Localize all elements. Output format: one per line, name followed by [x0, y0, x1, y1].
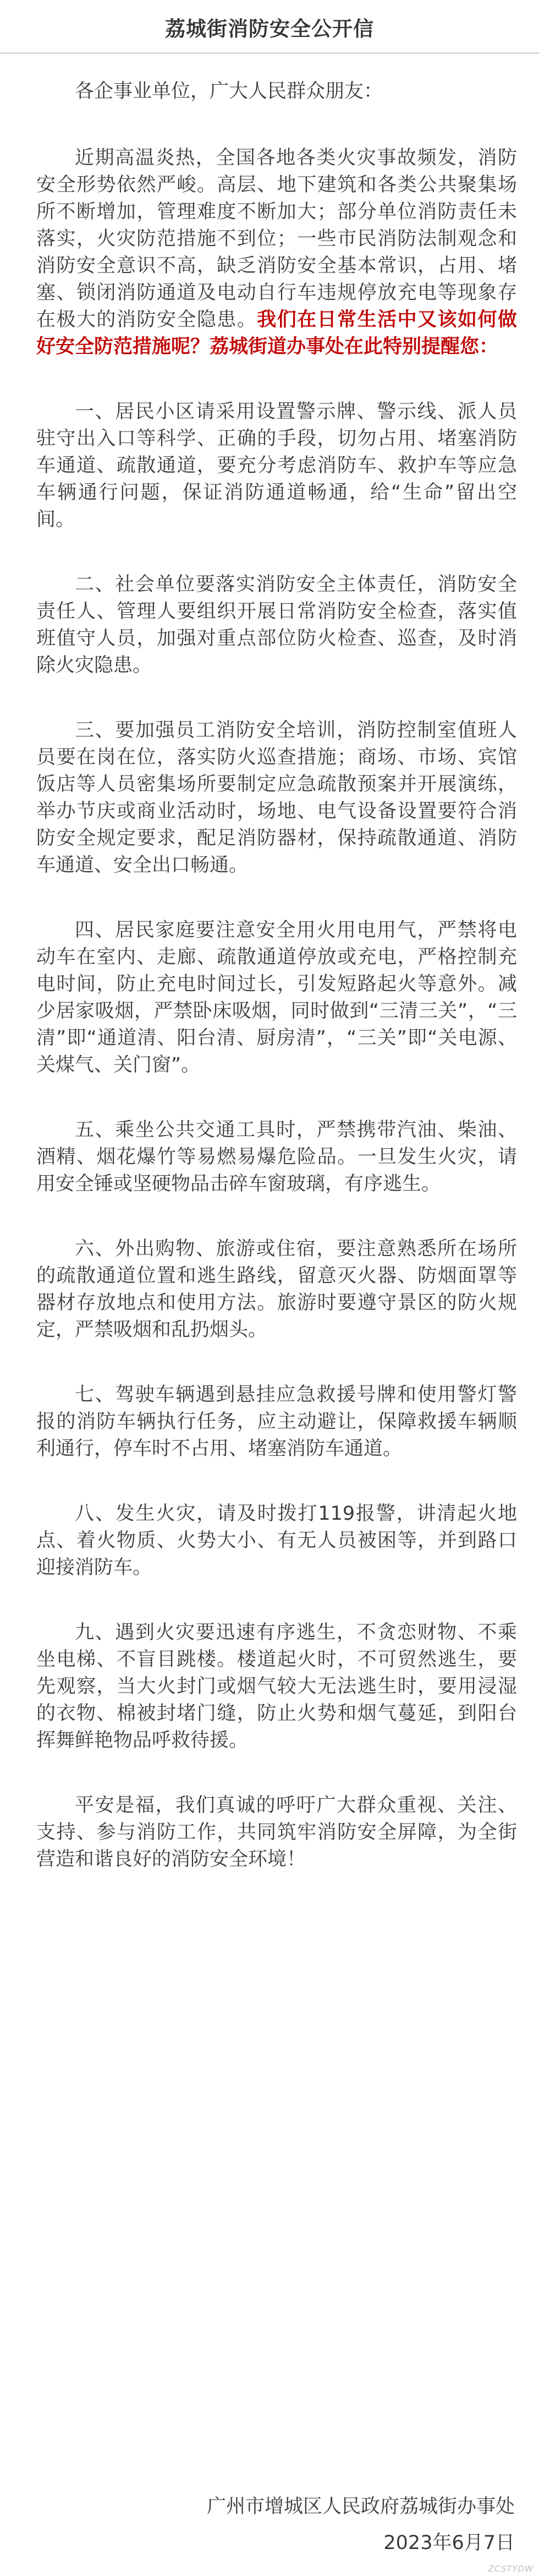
letter-body: [36, 78, 517, 1911]
tip-item-4: 四、居民家庭要注意安全用火用电用气，严禁将电动车在室内、走廊、疏散通道停放或充电，严格控制充电时间，防止充电时间过长，引发短路起火等意外。减少居家吸烟，严禁卧床吸烟，同时做到“三清三关”，“三清”即“通道清、阳台清、厨房清”，“三关”即“关电源、关煤气、关门窗”。: [36, 919, 517, 1076]
tip-item-2: 二、社会单位要落实消防安全主体责任，消防安全责任人、管理人要组织开展日常消防安全检查，落实值班值守人员，加强对重点部位防火检查、巡查，及时消除火灾隐患。: [36, 574, 517, 676]
intro-paragraph: [36, 145, 517, 361]
tip-item-6: 六、外出购物、旅游或住宿，要注意熟悉所在场所的疏散通道位置和逃生路线，留意灭火器、防烟面罩等器材存放地点和使用方法。旅游时要遵守景区的防火规定，严禁吸烟和乱扔烟头。: [36, 1238, 517, 1341]
signature-date: 2023年6月7日: [383, 2532, 515, 2554]
watermark: ZCSTYDW: [488, 2564, 534, 2574]
title-divider: [0, 52, 539, 54]
salutation: 各企事业单位，广大人民群众朋友：: [75, 80, 383, 102]
signature-issuer: 广州市增城区人民政府荔城街办事处: [206, 2496, 515, 2518]
tip-item-1: 一、居民小区请采用设置警示牌、警示线、派人员驻守出入口等科学、正确的手段，切勿占用、堵塞消防车通道、疏散通道，要充分考虑消防车、救护车等应急车辆通行问题，保证消防通道畅通，给“生命”留出空间。: [36, 401, 517, 531]
page-title: 荔城街消防安全公开信: [165, 17, 374, 41]
closing-paragraph: 平安是福，我们真诚的呼吁广大群众重视、关注、支持、参与消防工作，共同筑牢消防安全屏障，为全街营造和谐良好的消防安全环境！: [36, 1794, 517, 1870]
intro-text: 近期高温炎热，全国各地各类火灾事故频发，消防安全形势依然严峻。高层、地下建筑和各类公共聚集场所不断增加，管理难度不断加大；部分单位消防责任未落实，火灾防范措施不到位；一些市民消防法制观念和消防安全意识不高，缺乏消防安全基本常识，占用、堵塞、锁闭消防通道及电动自行车违规停放充电等现象存在极大的消防安全隐患。: [36, 147, 517, 331]
tip-item-3: 三、要加强员工消防安全培训，消防控制室值班人员要在岗在位，落实防火巡查措施；商场、市场、宾馆饭店等人员密集场所要制定应急疏散预案并开展演练，举办节庆或商业活动时，场地、电气设备设置要符合消防安全规定要求，配足消防器材，保持疏散通道、消防车通道、安全出口畅通。: [36, 719, 517, 876]
signature-block: [207, 2493, 515, 2566]
tip-item-7: 七、驾驶车辆遇到悬挂应急救援号牌和使用警灯警报的消防车辆执行任务，应主动避让，保障救援车辆顺利通行，停车时不占用、堵塞消防车通道。: [36, 1384, 517, 1460]
tip-item-8: 八、发生火灾，请及时拨打119报警，讲清起火地点、着火物质、火势大小、有无人员被困等，并到路口迎接消防车。: [36, 1503, 517, 1579]
intro-highlight: 我们在日常生活中又该如何做好安全防范措施呢？荔城街道办事处在此特别提醒您：: [36, 309, 517, 358]
tip-item-9: 九、遇到火灾要迅速有序逃生，不贪恋财物、不乘坐电梯、不盲目跳楼。楼道起火时，不可贸然逃生，要先观察，当大火封门或烟气较大无法逃生时，要用浸湿的衣物、棉被封堵门缝，防止火势和烟气蔓延，到阳台挥舞鲜艳物品呼救待援。: [36, 1622, 517, 1751]
tip-item-5: 五、乘坐公共交通工具时，严禁携带汽油、柴油、酒精、烟花爆竹等易燃易爆危险品。一旦发生火灾，请用安全锤或坚硬物品击碎车窗玻璃，有序逃生。: [36, 1119, 517, 1195]
